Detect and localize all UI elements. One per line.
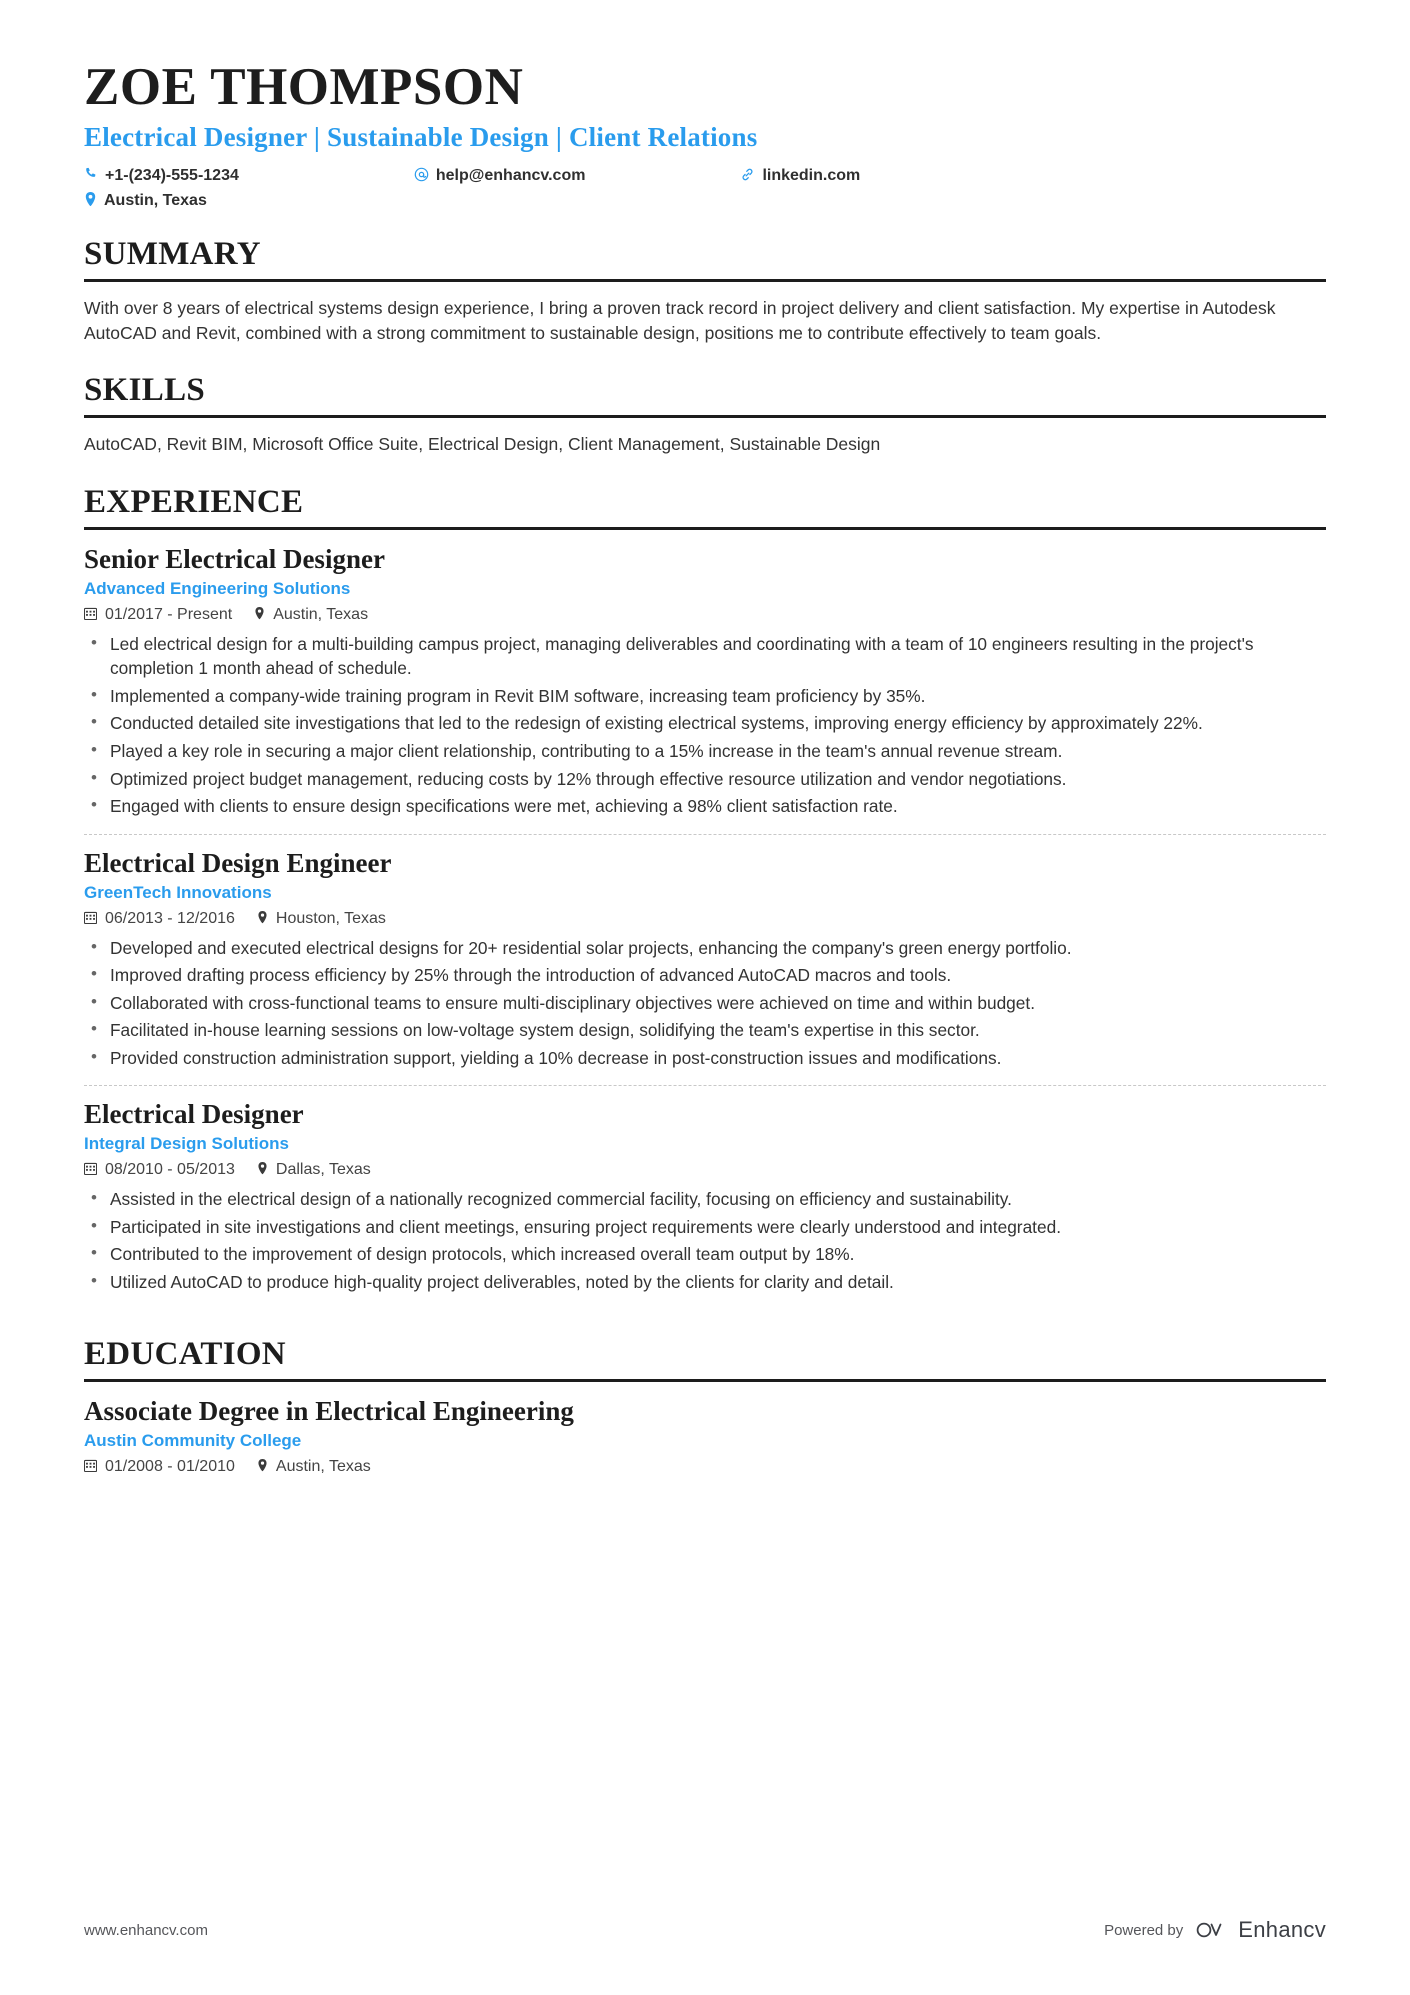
section-divider (84, 415, 1326, 418)
education-degree: Associate Degree in Electrical Engineering (84, 1395, 574, 1426)
job-bullet: • Developed and executed electrical designs for 20+ residential solar projects, enhancing the company's green energy portfolio. (84, 936, 1326, 961)
resume-header (84, 60, 1326, 210)
section-title-education: EDUCATION (84, 1335, 286, 1372)
skills-text: AutoCAD, Revit BIM, Microsoft Office Suite, Electrical Design, Client Management, Sustainable Design (84, 434, 881, 455)
calendar-icon (84, 1459, 97, 1475)
job-bullets (84, 632, 1326, 819)
experience-entry (84, 1085, 1326, 1309)
candidate-name: ZOE THOMPSON (84, 58, 524, 116)
job-bullet: • Led electrical design for a multi-building campus project, managing deliverables and coordinating with a team of 10 engineers resulting in the project's completion 1 month ahead of schedule. (84, 632, 1326, 681)
enhancv-wordmark: Enhancv (1238, 1917, 1326, 1942)
location-icon (84, 192, 97, 210)
section-divider (84, 527, 1326, 530)
section-summary (84, 236, 1326, 347)
job-dates (84, 1161, 235, 1179)
calendar-icon (84, 911, 97, 927)
job-bullet: • Played a key role in securing a major client relationship, contributing to a 15% increase in the team's annual revenue stream. (84, 739, 1326, 764)
location-icon (257, 1459, 268, 1475)
job-bullet: • Contributed to the improvement of design protocols, which increased overall team output by 18%. (84, 1242, 1326, 1267)
education-meta (84, 1458, 1326, 1476)
job-location-text: Houston, Texas (275, 909, 386, 927)
job-bullets (84, 936, 1326, 1071)
experience-entry (84, 544, 1326, 834)
contact-phone[interactable] (84, 167, 239, 185)
contact-email-text: help@enhancv.com (435, 166, 586, 184)
section-title-skills: SKILLS (84, 372, 206, 409)
job-bullet: • Provided construction administration support, yielding a 10% decrease in post-construction issues and modifications. (84, 1046, 1326, 1071)
section-divider (84, 279, 1326, 282)
contact-linkedin-text: linkedin.com (762, 166, 861, 184)
enhancv-mark-icon (1195, 1918, 1229, 1942)
job-title: Electrical Design Engineer (84, 847, 392, 878)
job-dates-text: 01/2017 - Present (105, 605, 233, 623)
job-dates-text: 06/2013 - 12/2016 (105, 909, 235, 927)
contact-location (84, 192, 207, 210)
job-dates-text: 08/2010 - 05/2013 (105, 1161, 235, 1179)
education-school[interactable]: Austin Community College (84, 1430, 302, 1450)
job-bullet: • Participated in site investigations and client meetings, ensuring project requirements were clearly understood and integrated. (84, 1215, 1326, 1240)
phone-icon (84, 167, 98, 184)
contact-linkedin[interactable] (740, 167, 860, 185)
job-location (257, 910, 386, 928)
education-dates (84, 1458, 235, 1476)
location-icon (254, 607, 265, 623)
enhancv-logo (1195, 1917, 1326, 1943)
job-dates (84, 910, 235, 928)
contact-row-2 (84, 192, 1326, 210)
job-company[interactable]: Advanced Engineering Solutions (84, 578, 351, 598)
job-bullets (84, 1187, 1326, 1294)
job-bullet: • Utilized AutoCAD to produce high-quality project deliverables, noted by the clients for clarity and detail. (84, 1270, 1326, 1295)
job-dates (84, 606, 232, 624)
contact-row-1 (84, 167, 1326, 185)
experience-entry (84, 834, 1326, 1086)
job-bullet: • Implemented a company-wide training program in Revit BIM software, increasing team proficiency by 35%. (84, 684, 1326, 709)
education-location-text: Austin, Texas (275, 1457, 371, 1475)
section-education (84, 1336, 1326, 1476)
job-title: Electrical Designer (84, 1099, 304, 1130)
job-location (257, 1161, 371, 1179)
calendar-icon (84, 1162, 97, 1178)
job-bullet: • Facilitated in-house learning sessions on low-voltage system design, solidifying the team's expertise in this sector. (84, 1018, 1326, 1043)
contact-email[interactable] (414, 167, 586, 185)
job-title: Senior Electrical Designer (84, 543, 385, 574)
section-title-summary: SUMMARY (84, 235, 261, 272)
location-icon (257, 1162, 268, 1178)
email-icon (414, 167, 429, 185)
job-meta (84, 910, 1326, 928)
job-company[interactable]: Integral Design Solutions (84, 1134, 289, 1154)
job-location-text: Dallas, Texas (275, 1161, 371, 1179)
location-icon (257, 911, 268, 927)
job-bullet: • Assisted in the electrical design of a nationally recognized commercial facility, focusing on efficiency and sustainability. (84, 1187, 1326, 1212)
education-entry (84, 1396, 1326, 1476)
job-meta (84, 606, 1326, 624)
job-bullet: • Collaborated with cross-functional teams to ensure multi-disciplinary objectives were achieved on time and within budget. (84, 991, 1326, 1016)
section-experience (84, 484, 1326, 1310)
footer-website[interactable]: www.enhancv.com (84, 1921, 208, 1939)
powered-by-label: Powered by (1104, 1921, 1184, 1939)
contact-phone-text: +1-(234)-555-1234 (105, 166, 239, 184)
section-title-experience: EXPERIENCE (84, 483, 304, 520)
link-icon (740, 167, 755, 185)
calendar-icon (84, 607, 97, 623)
section-divider (84, 1379, 1326, 1382)
job-location-text: Austin, Texas (273, 605, 369, 623)
job-bullet: • Conducted detailed site investigations that led to the redesign of existing electrical systems, improving energy efficiency by approximately 22%. (84, 711, 1326, 736)
page-footer (84, 1917, 1326, 1943)
job-meta (84, 1161, 1326, 1179)
contact-location-text: Austin, Texas (104, 191, 207, 209)
job-bullet: • Optimized project budget management, reducing costs by 12% through effective resource utilization and vendor negotiations. (84, 767, 1326, 792)
summary-text: With over 8 years of electrical systems design experience, I bring a proven track record in project delivery and client satisfaction. My expertise in Autodesk AutoCAD and Revit, combined with a strong commitment to sustainable design, positions me to contribute effectively to team goals. (84, 297, 1276, 344)
job-bullet: • Improved drafting process efficiency by 25% through the introduction of advanced AutoCAD macros and tools. (84, 963, 1326, 988)
section-skills (84, 372, 1326, 457)
job-company[interactable]: GreenTech Innovations (84, 882, 272, 902)
education-dates-text: 01/2008 - 01/2010 (105, 1457, 235, 1475)
candidate-headline: Electrical Designer | Sustainable Design | Client Relations (84, 121, 758, 152)
footer-branding (1104, 1917, 1326, 1943)
job-location (254, 606, 368, 624)
job-bullet: • Engaged with clients to ensure design specifications were met, achieving a 98% client satisfaction rate. (84, 794, 1326, 819)
education-location (257, 1458, 371, 1476)
